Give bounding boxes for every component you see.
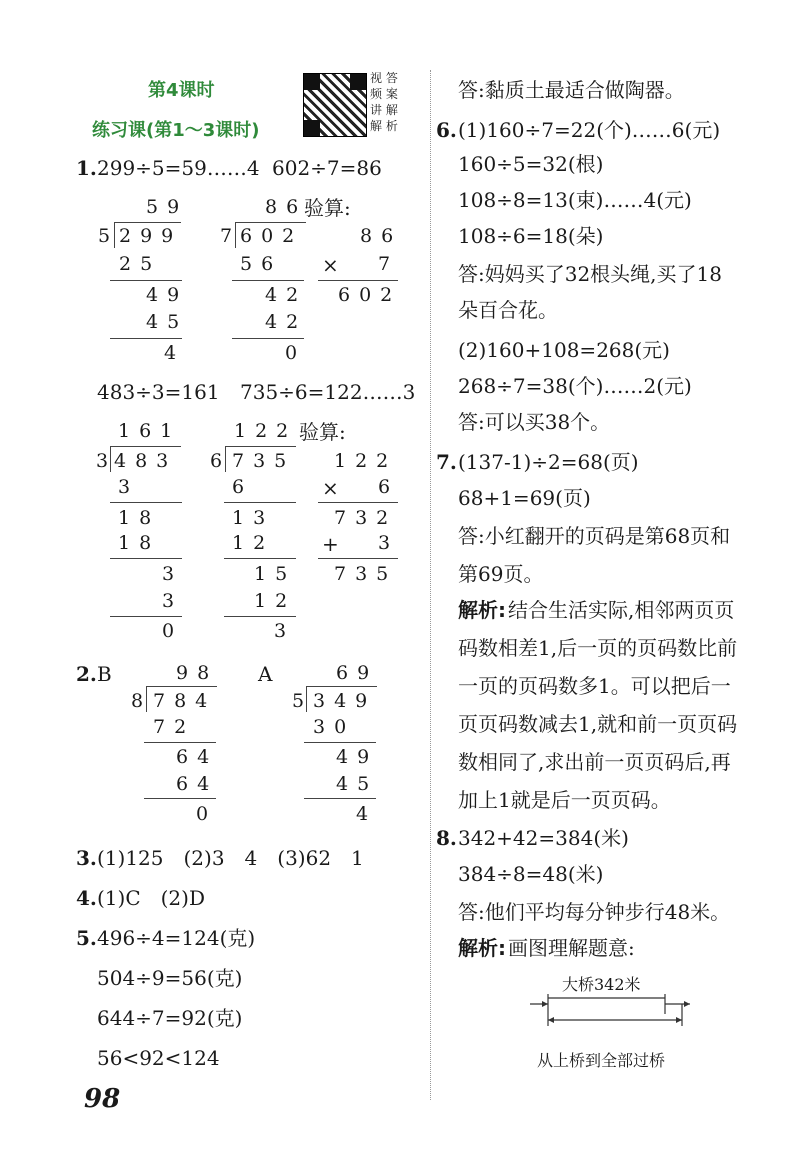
c1-a: 86 (360, 225, 403, 247)
d5-remainder: 0 (196, 803, 218, 825)
q6-line4: 108÷6=18(朵) (458, 224, 604, 248)
c1-b: 7 (378, 253, 400, 275)
q6-line6: 朵百合花。 (458, 298, 558, 322)
q2-answer2: A (258, 662, 273, 686)
q7-analysis-3: 一页的页码数多1。可以把后一 (458, 674, 731, 698)
lesson-subtitle: 练习课(第1～3课时) (92, 120, 260, 141)
d2-row3: 42 (265, 311, 308, 333)
d5-row2: 64 (176, 746, 219, 768)
d5-quotient: 98 (176, 662, 219, 684)
q2-number: 2. (76, 662, 97, 686)
q6-line3: 108÷8=13(束)……4(元) (458, 188, 692, 212)
d6-quotient: 69 (336, 662, 379, 684)
q5-line2: 504÷9=56(克) (97, 966, 243, 990)
d1-dividend: 299 (119, 225, 183, 247)
q1-eq3: 483÷3=161 (97, 380, 220, 404)
d6-row3: 45 (336, 773, 379, 795)
q6-number: 6. (436, 118, 457, 142)
c1-op: × (322, 253, 339, 277)
q7-analysis-4: 页页码数减去1,就和前一页页码 (458, 712, 738, 736)
d6-remainder: 4 (356, 803, 378, 825)
d2-dividend: 602 (240, 225, 304, 247)
q7-line1: (137-1)÷2=68(页) (458, 450, 639, 474)
d1-row1: 25 (119, 253, 162, 275)
c2-op1: × (322, 476, 339, 500)
q6-line2: 160÷5=32(根) (458, 152, 604, 176)
d6-dividend: 349 (313, 690, 377, 712)
q6-line8: 268÷7=38(个)……2(元) (458, 374, 692, 398)
q6-line5: 答:妈妈买了32根头绳,买了18 (458, 262, 722, 286)
page-number: 98 (84, 1084, 121, 1114)
q6-line1: (1)160÷7=22(个)……6(元) (458, 118, 721, 142)
d2-quotient: 86 (265, 196, 308, 218)
q8-analysis-label: 解析: (458, 936, 506, 960)
qr-code[interactable] (303, 73, 367, 137)
d6-row2: 49 (336, 746, 379, 768)
d1-row2: 49 (146, 284, 189, 306)
c2-mid: 732 (334, 507, 398, 529)
d3-row2: 18 (118, 507, 161, 529)
d4-row3: 12 (232, 532, 275, 554)
d2-divisor: 7 (220, 225, 242, 247)
d2-row1: 56 (240, 253, 283, 275)
q5-number: 5. (76, 926, 97, 950)
d2-row2: 42 (265, 284, 308, 306)
q3-text: (1)125 (2)3 4 (3)62 1 (97, 846, 364, 870)
d2-remainder: 0 (285, 342, 307, 364)
d5-divisor: 8 (131, 690, 153, 712)
q5-line4: 56<92<124 (97, 1046, 220, 1070)
q1-eq1: 299÷5=59……4 (97, 156, 260, 180)
d3-row3: 18 (118, 532, 161, 554)
c2-op2: + (322, 532, 339, 556)
q5-line1: 496÷4=124(克) (97, 926, 256, 950)
d4-quotient: 122 (234, 420, 298, 442)
q7-analysis-1: 结合生活实际,相邻两页页 (508, 598, 735, 622)
d1-quotient: 59 (146, 196, 189, 218)
d1-row3: 45 (146, 311, 189, 333)
q7-analysis-label: 解析: (458, 598, 506, 622)
q1-eq4: 735÷6=122……3 (240, 380, 416, 404)
column-divider (430, 70, 431, 1100)
bridge-diagram (530, 990, 700, 1030)
d4-row2: 13 (232, 507, 275, 529)
c1-result: 602 (338, 284, 402, 306)
c2-c: 3 (378, 532, 400, 554)
q6-line9: 答:可以买38个。 (458, 410, 611, 434)
d6-divisor: 5 (292, 690, 314, 712)
d4-remainder: 3 (274, 620, 296, 642)
q8-analysis: 画图理解题意: (508, 936, 635, 960)
d1-divisor: 5 (98, 225, 120, 247)
c2-a: 122 (334, 450, 398, 472)
d2-check-label: 验算: (304, 196, 351, 220)
d1-remainder: 4 (164, 342, 186, 364)
q8-line1: 342+42=384(米) (458, 826, 629, 850)
d3-divisor: 3 (96, 450, 118, 472)
bridge-bottom-label: 从上桥到全部过桥 (537, 1051, 666, 1070)
q3-number: 3. (76, 846, 97, 870)
d5-dividend: 784 (153, 690, 217, 712)
q2-answer1: B (97, 662, 112, 686)
q1-eq2: 602÷7=86 (272, 156, 382, 180)
q7-line2: 68+1=69(页) (458, 486, 591, 510)
q7-analysis-6: 加上1就是后一页页码。 (458, 788, 671, 812)
d3-row1: 3 (118, 476, 140, 498)
q5-answer: 答:黏质土最适合做陶器。 (458, 78, 685, 102)
d3-row4: 3 (162, 563, 184, 585)
d4-divisor: 6 (210, 450, 232, 472)
q8-number: 8. (436, 826, 457, 850)
qr-caption: 视 答 频 案 讲 解 解 析 (370, 71, 398, 133)
q6-line7: (2)160+108=268(元) (458, 338, 670, 362)
c2-result: 735 (334, 563, 398, 585)
d5-row1: 72 (153, 716, 196, 738)
q8-line3: 答:他们平均每分钟步行48米。 (458, 900, 731, 924)
d4-row4: 15 (254, 563, 297, 585)
d6-row1: 30 (313, 716, 356, 738)
q7-analysis-5: 数相同了,求出前一页页码后,再 (458, 750, 731, 774)
c2-b: 6 (378, 476, 400, 498)
d3-quotient: 161 (118, 420, 182, 442)
q1-number: 1. (76, 156, 97, 180)
d3-dividend: 483 (114, 450, 178, 472)
q7-analysis-2: 码数相差1,后一页的页码数比前 (458, 636, 738, 660)
q7-number: 7. (436, 450, 457, 474)
q4-number: 4. (76, 886, 97, 910)
q7-line4: 第69页。 (458, 562, 544, 586)
d3-remainder: 0 (162, 620, 184, 642)
q8-line2: 384÷8=48(米) (458, 862, 604, 886)
d3-row5: 3 (162, 590, 184, 612)
lesson-title: 第4课时 (148, 80, 215, 101)
q4-text: (1)C (2)D (97, 886, 205, 910)
d4-check-label: 验算: (299, 420, 346, 444)
d4-row1: 6 (232, 476, 254, 498)
d5-row3: 64 (176, 773, 219, 795)
d4-row5: 12 (254, 590, 297, 612)
d4-dividend: 735 (232, 450, 296, 472)
q5-line3: 644÷7=92(克) (97, 1006, 243, 1030)
bridge-label: 大桥342米 (562, 975, 641, 994)
q7-line3: 答:小红翻开的页码是第68页和 (458, 524, 731, 548)
